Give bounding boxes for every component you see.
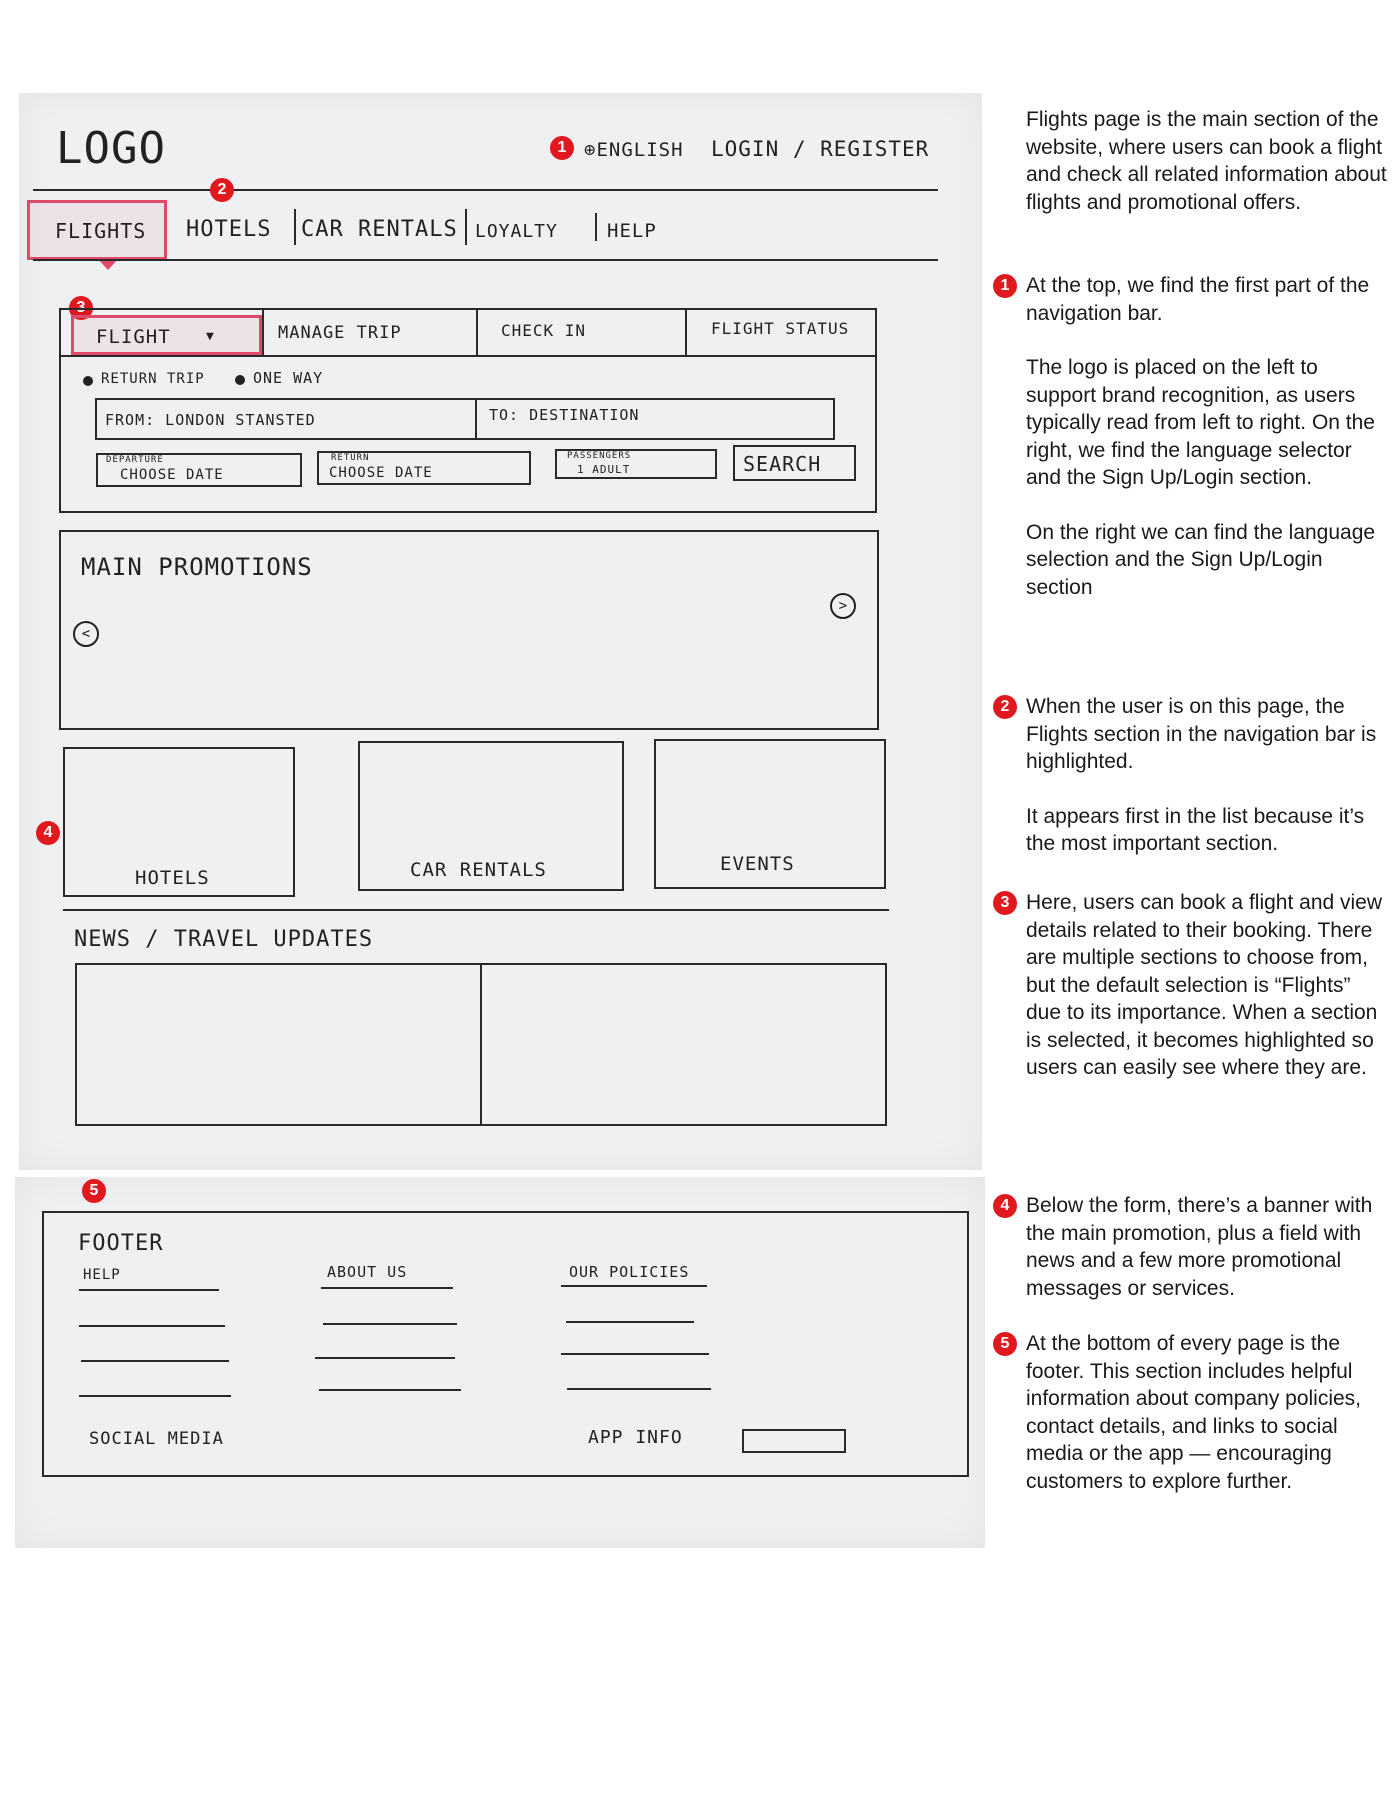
note-3 — [1000, 889, 1390, 1082]
note-2 — [1000, 693, 1390, 858]
card-events[interactable] — [654, 739, 886, 889]
note-1-p2: The logo is placed on the left to support brand recognition, as users typically read from left to right. On the right, we find the language selector and the Sign Up/Login section. — [1026, 356, 1375, 489]
footer-col-help[interactable]: HELP — [83, 1267, 121, 1283]
return-date-field[interactable] — [317, 451, 531, 485]
footer-link-placeholder[interactable] — [566, 1321, 694, 1323]
login-register-link[interactable]: LOGIN / REGISTER — [711, 137, 930, 161]
cards-divider — [63, 909, 889, 911]
note-intro — [1026, 106, 1390, 216]
nav-divider — [33, 259, 938, 261]
news-title: NEWS / TRAVEL UPDATES — [74, 927, 374, 952]
note-3-p1: Here, users can book a flight and view details related to their booking. There are multiple sections to choose from, but the default selection is “Flights” due to its importance. When a section is selected, it becomes highlighted so users can easily see where they are. — [1026, 891, 1383, 1079]
carousel-next-icon[interactable]: > — [830, 593, 856, 619]
note-5 — [1000, 1330, 1390, 1495]
note-badge-4: 4 — [993, 1194, 1017, 1218]
return-value: CHOOSE DATE — [329, 465, 433, 481]
card-hotels[interactable] — [63, 747, 295, 897]
footer-app-info[interactable]: APP INFO — [588, 1427, 683, 1448]
card-car-rentals[interactable] — [358, 741, 624, 891]
language-label: ENGLISH — [596, 139, 684, 161]
nav-item-flights-label: FLIGHTS — [55, 219, 147, 243]
footer-col-about-us[interactable]: ABOUT US — [327, 1263, 408, 1281]
note-4-p1: Below the form, there’s a banner with the main promotion, plus a field with news and a few more promotional messages or services. — [1026, 1194, 1373, 1300]
card-car-rentals-label: CAR RENTALS — [410, 859, 547, 881]
badge-1: 1 — [550, 136, 574, 160]
globe-icon: ⊕ — [584, 139, 597, 161]
note-2-p1: When the user is on this page, the Flights section in the navigation bar is highlighted. — [1026, 695, 1377, 773]
radio-one-way-label: ONE WAY — [253, 369, 324, 387]
tab-separator — [685, 309, 687, 355]
search-button[interactable] — [733, 445, 856, 481]
route-separator — [475, 398, 477, 440]
footer-link-placeholder[interactable] — [315, 1357, 455, 1359]
departure-value: CHOOSE DATE — [120, 467, 224, 483]
tab-flight[interactable] — [71, 315, 262, 355]
carousel-prev-icon[interactable]: < — [73, 621, 99, 647]
radio-return-trip-label: RETURN TRIP — [101, 371, 205, 387]
wireframe-sketch — [19, 93, 982, 1170]
language-selector[interactable] — [584, 139, 684, 161]
footer-link-placeholder[interactable] — [567, 1388, 711, 1390]
tabs-divider — [59, 355, 877, 357]
badge-4: 4 — [36, 821, 60, 845]
departure-date-field[interactable] — [96, 453, 302, 487]
footer-sketch — [15, 1177, 985, 1548]
note-badge-5: 5 — [993, 1332, 1017, 1356]
note-1-p1: At the top, we find the first part of the navigation bar. — [1026, 274, 1370, 325]
footer-link-placeholder[interactable] — [323, 1323, 457, 1325]
promotions-title: MAIN PROMOTIONS — [81, 553, 313, 581]
header-divider — [33, 189, 938, 191]
footer-social-media[interactable]: SOCIAL MEDIA — [89, 1429, 224, 1449]
footer-link-placeholder[interactable] — [79, 1289, 219, 1291]
note-badge-3: 3 — [993, 891, 1017, 915]
note-4 — [1000, 1192, 1390, 1302]
search-button-label: SEARCH — [743, 452, 822, 476]
footer-link-placeholder[interactable] — [319, 1389, 461, 1391]
passengers-field[interactable] — [555, 449, 717, 479]
nav-separator — [595, 213, 597, 241]
nav-item-car-rentals[interactable]: CAR RENTALS — [301, 217, 458, 242]
note-intro-text: Flights page is the main section of the website, where users can book a flight and check all related information about flights and promotional offers. — [1026, 108, 1387, 214]
footer-link-placeholder[interactable] — [321, 1287, 453, 1289]
badge-5: 5 — [82, 1179, 106, 1203]
passengers-label: PASSENGERS — [567, 451, 632, 461]
note-5-p1: At the bottom of every page is the footer. This section includes helpful information about company policies, contact details, and links to social media or the app — encouraging customers to explore further. — [1026, 1332, 1362, 1493]
news-item[interactable] — [480, 963, 887, 1126]
tab-manage-trip[interactable]: MANAGE TRIP — [278, 323, 402, 343]
nav-item-help[interactable]: HELP — [607, 220, 657, 242]
from-field[interactable]: FROM: LONDON STANSTED — [105, 411, 316, 429]
logo[interactable]: LOGO — [56, 123, 166, 174]
card-hotels-label: HOTELS — [135, 867, 210, 889]
footer-col-our-policies[interactable]: OUR POLICIES — [569, 1263, 690, 1281]
badge-3: 3 — [69, 296, 93, 320]
departure-label: DEPARTURE — [106, 455, 164, 465]
footer-link-placeholder[interactable] — [561, 1285, 707, 1287]
note-1 — [1000, 272, 1390, 601]
return-label: RETURN — [331, 453, 370, 463]
radio-one-way[interactable] — [235, 375, 245, 385]
tab-separator — [476, 309, 478, 355]
tab-separator — [262, 309, 264, 355]
passengers-value: 1 ADULT — [577, 463, 631, 476]
note-badge-2: 2 — [993, 695, 1017, 719]
footer-link-placeholder[interactable] — [561, 1353, 709, 1355]
chevron-down-icon: ▼ — [206, 329, 215, 344]
note-badge-1: 1 — [993, 274, 1017, 298]
footer-link-placeholder[interactable] — [79, 1395, 231, 1397]
nav-item-flights[interactable] — [27, 200, 167, 260]
nav-item-hotels[interactable]: HOTELS — [186, 217, 272, 242]
tab-check-in[interactable]: CHECK IN — [501, 321, 587, 340]
badge-2: 2 — [210, 178, 234, 202]
nav-separator — [465, 209, 467, 245]
note-1-p3: On the right we can find the language selection and the Sign Up/Login section — [1026, 520, 1376, 599]
footer-link-placeholder[interactable] — [79, 1325, 225, 1327]
footer-title: FOOTER — [78, 1231, 164, 1256]
note-2-p2: It appears first in the list because it’s the most important section. — [1026, 804, 1365, 855]
tab-flight-label: FLIGHT — [96, 326, 171, 348]
footer-link-placeholder[interactable] — [81, 1360, 229, 1362]
card-events-label: EVENTS — [720, 853, 795, 875]
radio-return-trip[interactable] — [83, 376, 93, 386]
app-store-badge-placeholder[interactable] — [742, 1429, 846, 1453]
tab-flight-status[interactable]: FLIGHT STATUS — [711, 319, 850, 338]
news-item[interactable] — [75, 963, 482, 1126]
nav-separator — [294, 209, 296, 245]
to-field[interactable]: TO: DESTINATION — [489, 406, 640, 424]
nav-item-loyalty[interactable]: LOYALTY — [475, 221, 558, 242]
